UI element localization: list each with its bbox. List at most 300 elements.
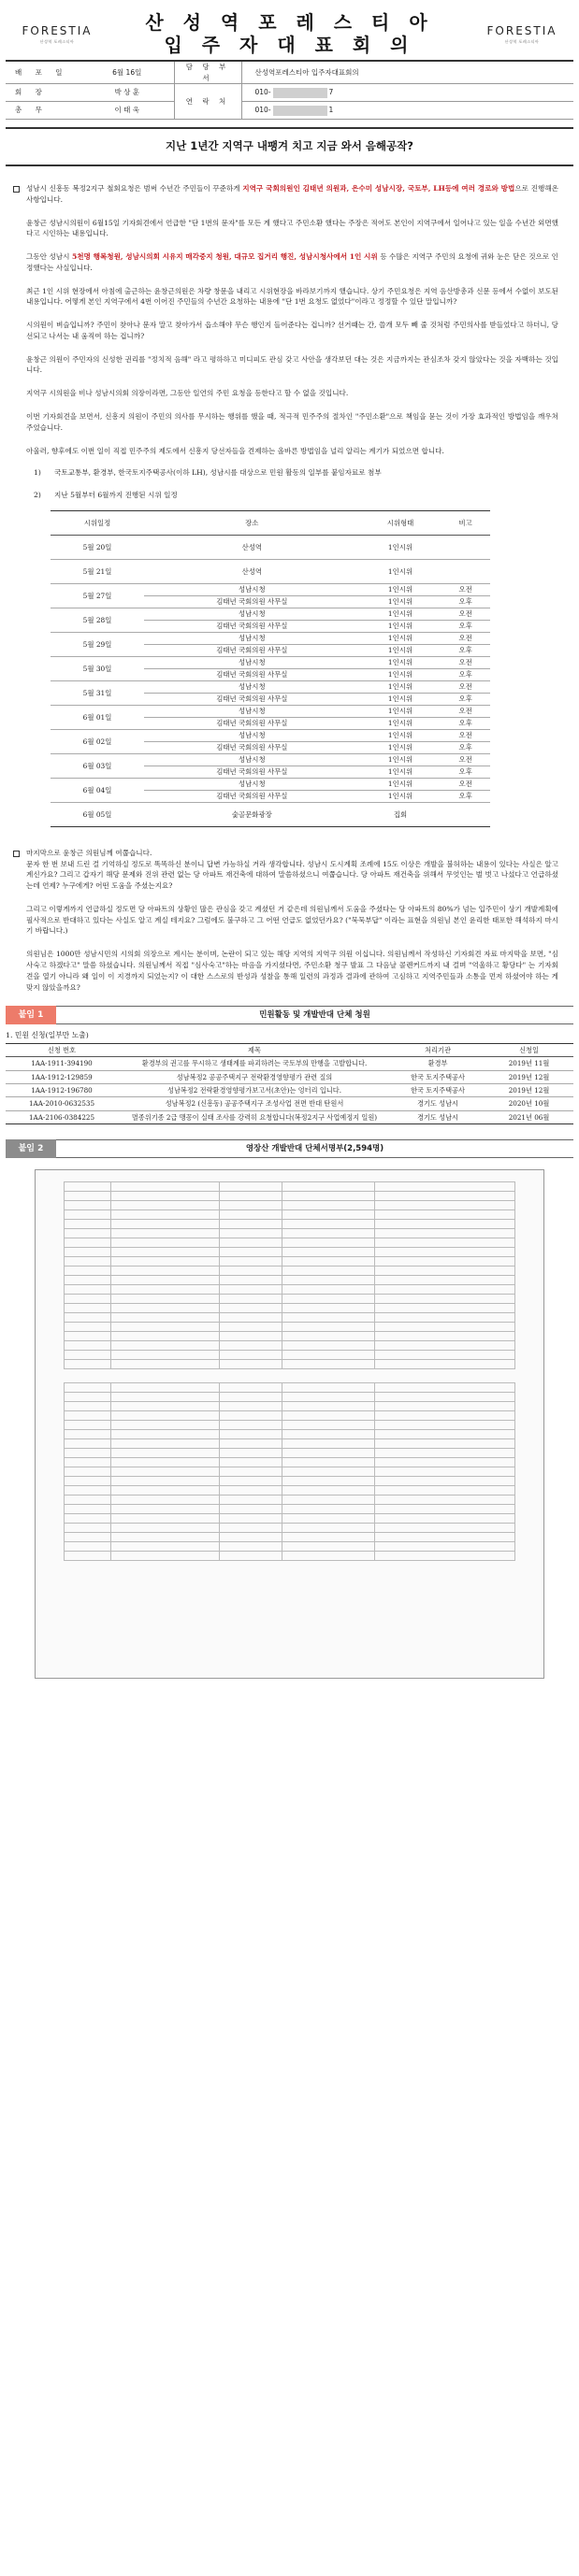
schedule-place: 성남시청 <box>144 729 360 741</box>
schedule-note: 오전 <box>441 753 490 766</box>
scan-cell <box>375 1430 515 1439</box>
phone-prefix: 010- <box>254 106 271 115</box>
bullet-square-icon <box>13 185 26 456</box>
scan-cell <box>375 1411 515 1421</box>
scan-cell <box>110 1524 219 1533</box>
phone-prefix: 010- <box>254 88 271 97</box>
scan-cell <box>282 1210 375 1220</box>
scan-cell <box>65 1552 111 1561</box>
scan-cell <box>375 1524 515 1533</box>
petition-org: 한국 토지주택공사 <box>391 1070 485 1083</box>
scan-cell <box>375 1449 515 1458</box>
schedule-note: 오전 <box>441 778 490 790</box>
table-row <box>6 1097 573 1110</box>
department-value: 산성역포레스티아 입주자대표회의 <box>241 62 573 84</box>
section-1 <box>13 183 558 456</box>
scan-cell <box>220 1467 282 1477</box>
item-number: 1) <box>34 468 41 478</box>
scan-cell <box>110 1257 219 1267</box>
scan-row <box>65 1430 515 1439</box>
column-header: 시위형태 <box>360 510 441 535</box>
scan-cell <box>220 1486 282 1496</box>
table-row <box>6 1057 573 1070</box>
section-1-content <box>26 183 558 456</box>
scan-cell <box>220 1210 282 1220</box>
schedule-place: 김태년 국회의원 사무실 <box>144 668 360 680</box>
scan-row <box>65 1285 515 1295</box>
scan-cell <box>65 1351 111 1360</box>
scan-cell <box>282 1192 375 1201</box>
scan-row <box>65 1393 515 1402</box>
department-label: 담 당 부 서 <box>174 62 241 84</box>
scan-cell <box>282 1220 375 1229</box>
secretary-value: 이 태 욱 <box>80 102 174 120</box>
paragraph: 그리고 이렇게까지 언급하실 정도면 당 아파트의 상황인 많은 관심을 갖고 계셨던 거 같은데 의원님께서 도움을 주셨다는 당 아파트의 80%가 넘는 입주민이 상기 개발계획에 필사적으로 반대하고 있다는 사실도 알고 계실 테지요? 그럼에도 불구하고 그 어떤 언급도 없었던가요? ("묵묵부답" 이라는 표현을 의원님 본인 윤리한 태포한 해석하지 마시기 바랍니다.) <box>26 904 558 936</box>
scan-cell <box>282 1496 375 1505</box>
scan-cell <box>65 1477 111 1486</box>
schedule-type: 1인시위 <box>360 644 441 656</box>
scan-cell <box>110 1341 219 1351</box>
schedule-note: 오후 <box>441 668 490 680</box>
schedule-place: 성남시청 <box>144 753 360 766</box>
table-row <box>51 632 490 644</box>
phone-suffix: 7 <box>328 88 334 97</box>
scan-cell <box>65 1411 111 1421</box>
column-header: 제목 <box>118 1044 391 1057</box>
schedule-note: 오후 <box>441 766 490 778</box>
schedule-date: 5월 31일 <box>51 680 144 705</box>
scan-row <box>65 1552 515 1561</box>
scan-row <box>65 1276 515 1285</box>
scan-row <box>65 1229 515 1238</box>
paragraph <box>26 183 558 206</box>
scan-cell <box>282 1341 375 1351</box>
appendix-title: 민원활동 및 개발반대 단체 청원 <box>259 1009 370 1020</box>
schedule-type: 1인시위 <box>360 753 441 766</box>
petition-date: 2019년 11월 <box>485 1057 573 1070</box>
petition-date: 2019년 12월 <box>485 1084 573 1097</box>
table-row <box>51 583 490 595</box>
schedule-note <box>441 802 490 826</box>
petition-no: 1AA-1912-196780 <box>6 1084 118 1097</box>
scan-row <box>65 1514 515 1524</box>
scan-row <box>65 1304 515 1313</box>
scan-cell <box>220 1313 282 1323</box>
scan-cell <box>282 1430 375 1439</box>
scan-row <box>65 1524 515 1533</box>
scan-row <box>65 1257 515 1267</box>
scan-cell <box>110 1486 219 1496</box>
scan-cell <box>110 1393 219 1402</box>
scan-cell <box>220 1449 282 1458</box>
contact-phone-2 <box>241 102 573 120</box>
scan-cell <box>375 1467 515 1477</box>
scan-cell <box>65 1383 111 1393</box>
scan-cell <box>375 1402 515 1411</box>
schedule-place: 김태년 국회의원 사무실 <box>144 620 360 632</box>
petition-org: 환경부 <box>391 1057 485 1070</box>
scan-cell <box>375 1267 515 1276</box>
paragraph: 최근 1인 시위 현장에서 아침에 출근하는 윤창근의원은 차량 창문을 내리고 시위현장을 바라보기까지 했습니다. 상기 주민요청은 지역 음산방총과 신문 등에서 수없이 보도된 내용입니다. 어떻게 본인 지역구에서 4번 이어진 주민들의 수년간 요청하는 내용에 "단 1번 요청도 없었다"이라고 정정할 수 있단 말입니까? <box>26 286 559 307</box>
scan-cell <box>375 1439 515 1449</box>
column-header: 처리기관 <box>391 1044 485 1057</box>
list-item-1 <box>13 467 558 479</box>
scan-cell <box>375 1341 515 1351</box>
scan-cell <box>220 1182 282 1192</box>
scan-cell <box>65 1201 111 1210</box>
schedule-place: 산성역 <box>144 535 360 559</box>
scan-cell <box>110 1285 219 1295</box>
petition-date: 2020년 10월 <box>485 1097 573 1110</box>
signature-list-scan-image <box>35 1169 544 1679</box>
scan-cell <box>110 1201 219 1210</box>
schedule-place: 성남시청 <box>144 778 360 790</box>
protest-schedule-table <box>51 510 490 827</box>
scan-cell <box>375 1360 515 1369</box>
chairman-label: 회 장 <box>6 84 80 102</box>
scan-cell <box>110 1360 219 1369</box>
scan-cell <box>220 1304 282 1313</box>
scan-row <box>65 1421 515 1430</box>
scan-row <box>65 1182 515 1192</box>
schedule-note: 오전 <box>441 729 490 741</box>
scan-cell <box>110 1505 219 1514</box>
schedule-place: 성남시청 <box>144 608 360 620</box>
scan-cell <box>65 1323 111 1332</box>
scan-row <box>65 1313 515 1323</box>
schedule-type: 1인시위 <box>360 656 441 668</box>
scan-cell <box>375 1201 515 1210</box>
schedule-type: 1인시위 <box>360 595 441 608</box>
schedule-place: 성남시청 <box>144 656 360 668</box>
scan-cell <box>110 1458 219 1467</box>
schedule-place: 김태년 국회의원 사무실 <box>144 644 360 656</box>
paragraph: 시의원이 벼슬입니까? 주민이 찾아나 문자 말고 찾아가서 읍소해야 무슨 행인지 들어준다는 겁니까? 선거때는 간, 쓸개 모두 빼 줄 것처럼 주민의사를 받들었다고 하더니, 당선되고 나서는 내 움직여 하는 겁니까? <box>26 321 558 340</box>
petition-no: 1AA-2106-0384225 <box>6 1110 118 1123</box>
scan-cell <box>220 1514 282 1524</box>
scan-cell <box>375 1496 515 1505</box>
appendix-tag: 붙임 2 <box>6 1139 56 1158</box>
schedule-note <box>441 535 490 559</box>
schedule-note: 오후 <box>441 595 490 608</box>
scan-cell <box>375 1313 515 1323</box>
scan-cell <box>375 1323 515 1332</box>
scan-cell <box>65 1192 111 1201</box>
scan-cell <box>282 1524 375 1533</box>
scan-cell <box>282 1533 375 1542</box>
scan-row <box>65 1201 515 1210</box>
table-row <box>51 680 490 693</box>
petition-title: 성남복정2 공공주택지구 전략환경영향평가 관련 질의 <box>118 1070 391 1083</box>
petition-table <box>6 1043 573 1124</box>
schedule-type: 1인시위 <box>360 620 441 632</box>
scan-cell <box>110 1304 219 1313</box>
scan-cell <box>220 1248 282 1257</box>
scan-row <box>65 1238 515 1248</box>
scan-cell <box>220 1285 282 1295</box>
scan-content <box>64 1181 515 1668</box>
scan-row <box>65 1360 515 1369</box>
chairman-value: 박 상 훈 <box>80 84 174 102</box>
scan-cell <box>220 1496 282 1505</box>
schedule-date: 6월 05일 <box>51 802 144 826</box>
scan-cell <box>282 1313 375 1323</box>
scan-cell <box>220 1430 282 1439</box>
redaction-block <box>273 88 327 98</box>
logo-subtext: 산성역 포레스티아 <box>39 39 75 45</box>
paragraph: 마지막으로 윤창근 의원님께 여쭙습니다. <box>26 848 152 857</box>
scan-cell <box>220 1505 282 1514</box>
scan-row <box>65 1496 515 1505</box>
scan-cell <box>110 1542 219 1552</box>
schedule-type: 1인시위 <box>360 559 441 583</box>
schedule-type: 1인시위 <box>360 535 441 559</box>
schedule-place: 김태년 국회의원 사무실 <box>144 766 360 778</box>
paragraph: 지역구 시의원을 비나 성남시의회 의장이라면, 그동안 일언의 주민 요청을 등한다고 할 수 없을 것입니다. <box>26 389 349 398</box>
scan-cell <box>65 1341 111 1351</box>
scan-row <box>65 1477 515 1486</box>
scan-row <box>65 1210 515 1220</box>
scan-cell <box>110 1533 219 1542</box>
schedule-date: 5월 21일 <box>51 559 144 583</box>
scan-cell <box>375 1220 515 1229</box>
schedule-note: 오후 <box>441 693 490 705</box>
scan-cell <box>110 1552 219 1561</box>
scan-row <box>65 1467 515 1477</box>
schedule-place: 김태년 국회의원 사무실 <box>144 595 360 608</box>
scan-cell <box>110 1467 219 1477</box>
table-row <box>51 802 490 826</box>
scan-cell <box>282 1552 375 1561</box>
schedule-place: 김태년 국회의원 사무실 <box>144 693 360 705</box>
scan-cell <box>65 1542 111 1552</box>
petition-org: 경기도 성남시 <box>391 1097 485 1110</box>
scan-cell <box>220 1220 282 1229</box>
scan-cell <box>65 1449 111 1458</box>
secretary-label: 총 무 <box>6 102 80 120</box>
scan-row <box>65 1449 515 1458</box>
table-row <box>6 1110 573 1123</box>
scan-cell <box>375 1552 515 1561</box>
appendix-tag: 붙임 1 <box>6 1006 56 1024</box>
scan-cell <box>375 1383 515 1393</box>
scan-cell <box>375 1351 515 1360</box>
scan-cell <box>110 1192 219 1201</box>
schedule-body <box>51 535 490 826</box>
scan-cell <box>65 1332 111 1341</box>
scan-cell <box>375 1505 515 1514</box>
scan-cell <box>282 1182 375 1192</box>
scan-cell <box>375 1238 515 1248</box>
scan-row <box>65 1332 515 1341</box>
scan-row <box>65 1458 515 1467</box>
schedule-note: 오전 <box>441 583 490 595</box>
petition-no: 1AA-1912-129859 <box>6 1070 118 1083</box>
text: 성남시 신흥동 복정2지구 철회요청은 범써 수년간 주민들이 꾸준하게 <box>26 184 243 193</box>
table-row <box>6 1070 573 1083</box>
schedule-note <box>441 559 490 583</box>
scan-cell <box>282 1514 375 1524</box>
paragraph: 이번 기자회견을 보면서, 신흥지 의원이 주민의 의사를 무시하는 행위를 했을 때, 적극적 민주주의 절차인 "주민소환"으로 책임을 묻는 것이 가장 효과적인 방법임을 깨우쳐 주었습니다. <box>26 412 558 432</box>
paragraph: 윤창근 성남시의원이 6월15일 기자회견에서 언급한 "단 1번의 문자"를 모든 게 했다고 주민소환 했다는 주장은 적어도 본인이 지역구에서 일어나고 있는 일을 수년간 외면했다고 시인하는 내용입니다. <box>26 218 558 238</box>
scan-cell <box>375 1192 515 1201</box>
schedule-type: 1인시위 <box>360 608 441 620</box>
scan-row <box>65 1505 515 1514</box>
petition-body <box>6 1057 573 1124</box>
scan-cell <box>282 1229 375 1238</box>
schedule-type: 1인시위 <box>360 693 441 705</box>
petition-title: 성남복정2 (신흥동) 공공주택지구 조성사업 전면 반대 탄원서 <box>118 1097 391 1110</box>
scan-cell <box>65 1238 111 1248</box>
scan-cell <box>65 1402 111 1411</box>
schedule-date: 6월 01일 <box>51 705 144 729</box>
distribution-date-value: 6월 16일 <box>80 62 174 84</box>
scan-cell <box>220 1295 282 1304</box>
scan-cell <box>110 1248 219 1257</box>
scan-cell <box>65 1360 111 1369</box>
item-number: 2) <box>34 491 41 500</box>
scan-cell <box>282 1421 375 1430</box>
scan-row <box>65 1351 515 1360</box>
table-row <box>51 705 490 717</box>
scan-cell <box>220 1201 282 1210</box>
column-header: 시위일정 <box>51 510 144 535</box>
scan-cell <box>65 1295 111 1304</box>
scan-cell <box>282 1505 375 1514</box>
scan-cell <box>110 1276 219 1285</box>
scan-cell <box>220 1323 282 1332</box>
scan-cell <box>220 1439 282 1449</box>
scan-cell <box>375 1533 515 1542</box>
scan-row <box>65 1542 515 1552</box>
schedule-note: 오후 <box>441 790 490 802</box>
scan-cell <box>220 1421 282 1430</box>
petition-title: 성남복정2 전략환경영향평가보고서(초안)는 엉터리 입니다. <box>118 1084 391 1097</box>
scan-cell <box>282 1201 375 1210</box>
scan-cell <box>220 1276 282 1285</box>
scan-cell <box>282 1458 375 1467</box>
scan-cell <box>220 1332 282 1341</box>
schedule-date: 5월 28일 <box>51 608 144 632</box>
scan-row <box>65 1486 515 1496</box>
schedule-type: 1인시위 <box>360 705 441 717</box>
scan-cell <box>110 1313 219 1323</box>
paragraph: 윤창근 의원이 주민자의 신성한 권리를 "정치적 음해" 라고 평하하고 미디피도 관심 갖고 사안을 생각보던 대는 것은 지금까지는 관심조차 갖지 않았다는 것을 자백하는 것입니다. <box>26 354 558 375</box>
table-row <box>51 753 490 766</box>
schedule-type: 1인시위 <box>360 741 441 753</box>
table-row <box>51 608 490 620</box>
document-body <box>6 183 573 993</box>
scan-cell <box>65 1467 111 1477</box>
title-line-2: 입 주 자 대 표 회 의 <box>164 34 415 56</box>
title-line-1: 산 성 역 포 레 스 티 아 <box>145 11 434 34</box>
scan-row <box>65 1411 515 1421</box>
contact-phone-1 <box>241 84 573 102</box>
schedule-date: 5월 20일 <box>51 535 144 559</box>
text: 그동안 성남시 <box>26 252 72 262</box>
scan-cell <box>375 1458 515 1467</box>
scan-cell <box>282 1285 375 1295</box>
schedule-type: 집회 <box>360 802 441 826</box>
headline: 지난 1년간 지역구 내팽겨 치고 지금 와서 음해공작? <box>6 127 573 166</box>
petition-title: 환경부의 권고를 무시하고 생태계를 파괴하려는 국토부의 만행을 고발합니다. <box>118 1057 391 1070</box>
info-table <box>6 62 573 120</box>
highlight-text: 5천명 행복청원, 성남시의회 시유지 매각중지 청원, 대규모 집거리 행진, 성남시청사에서 1인 시위 <box>71 252 378 262</box>
scan-row <box>65 1402 515 1411</box>
scan-cell <box>110 1229 219 1238</box>
table-row <box>51 729 490 741</box>
scan-cell <box>110 1332 219 1341</box>
schedule-note: 오후 <box>441 741 490 753</box>
schedule-date: 5월 27일 <box>51 583 144 608</box>
scan-cell <box>375 1304 515 1313</box>
scan-cell <box>282 1267 375 1276</box>
scan-cell <box>220 1383 282 1393</box>
scan-cell <box>110 1402 219 1411</box>
scan-cell <box>282 1477 375 1486</box>
schedule-note: 오전 <box>441 680 490 693</box>
logo-text: FORESTIA <box>486 23 557 37</box>
scan-cell <box>65 1514 111 1524</box>
petition-org: 한국 토지주택공사 <box>391 1084 485 1097</box>
paragraph: 아울러, 향후에도 이번 일이 직접 민주주의 제도에서 신흥지 당선자들을 견제하는 올바른 방법임을 널리 알리는 계기가 되었으면 합니다. <box>26 446 444 455</box>
scan-cell <box>220 1411 282 1421</box>
scan-cell <box>282 1304 375 1313</box>
scan-cell <box>220 1477 282 1486</box>
schedule-type: 1인시위 <box>360 717 441 729</box>
scan-cell <box>65 1430 111 1439</box>
highlight-text: 지역구 국회의원인 김태년 의원과, 은수미 성남시장, 국토부, LH등에 여러 경로와 방법 <box>242 184 515 193</box>
scan-cell <box>220 1267 282 1276</box>
column-header: 장소 <box>144 510 360 535</box>
schedule-type: 1인시위 <box>360 778 441 790</box>
paragraph <box>26 251 558 274</box>
scan-cell <box>110 1267 219 1276</box>
scan-cell <box>110 1351 219 1360</box>
table-row <box>6 1084 573 1097</box>
scan-cell <box>65 1524 111 1533</box>
scan-cell <box>110 1210 219 1220</box>
schedule-date: 6월 02일 <box>51 729 144 753</box>
contact-label: 연 락 처 <box>174 84 241 120</box>
column-header: 비고 <box>441 510 490 535</box>
scan-cell <box>282 1402 375 1411</box>
schedule-date: 6월 04일 <box>51 778 144 802</box>
scan-cell <box>375 1477 515 1486</box>
petition-org: 경기도 성남시 <box>391 1110 485 1123</box>
scan-cell <box>220 1402 282 1411</box>
scan-cell <box>282 1486 375 1496</box>
scan-cell <box>220 1351 282 1360</box>
appendix-1-header <box>6 1006 573 1024</box>
table-row <box>51 559 490 583</box>
table-row <box>51 535 490 559</box>
column-header: 신청 번호 <box>6 1044 118 1057</box>
scan-cell <box>375 1332 515 1341</box>
scan-cell <box>65 1439 111 1449</box>
right-logo <box>470 22 573 46</box>
schedule-place: 성남시청 <box>144 680 360 693</box>
table-row <box>51 656 490 668</box>
scan-cell <box>110 1477 219 1486</box>
scan-cell <box>220 1257 282 1267</box>
scan-cell <box>375 1182 515 1192</box>
schedule-note: 오전 <box>441 705 490 717</box>
schedule-type: 1인시위 <box>360 729 441 741</box>
petition-date: 2021년 06월 <box>485 1110 573 1123</box>
scan-row <box>65 1220 515 1229</box>
scan-cell <box>110 1449 219 1458</box>
